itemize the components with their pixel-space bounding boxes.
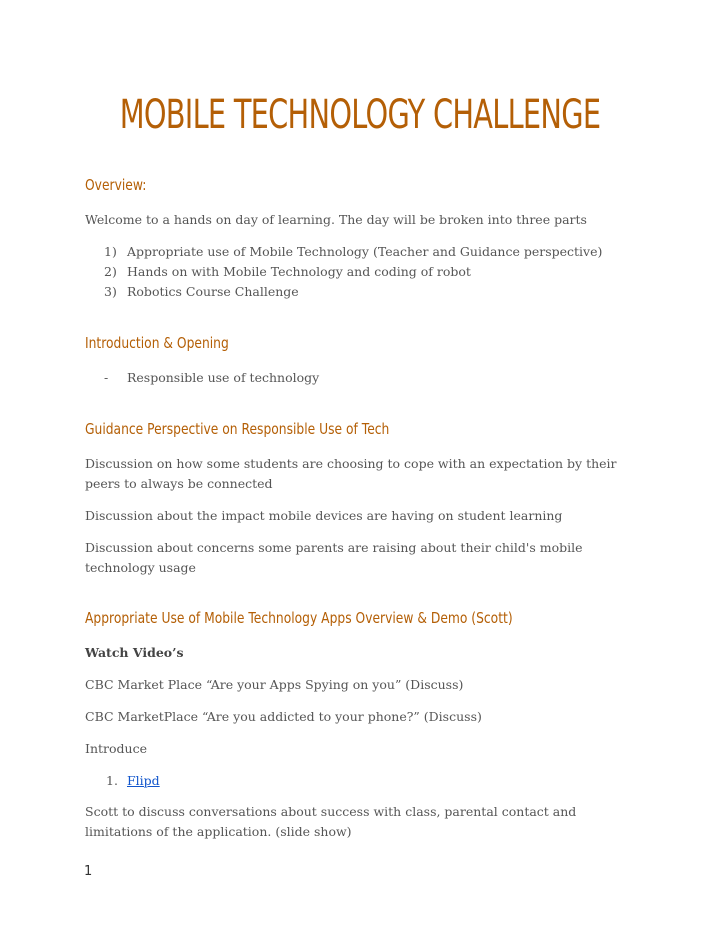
video-item-2: CBC MarketPlace “Are you addicted to your phone?” (Discuss) — [85, 709, 482, 724]
overview-item-3-marker: 3) — [104, 284, 117, 299]
video-item-1: CBC Market Place “Are your Apps Spying on you” (Discuss) — [85, 677, 464, 692]
overview-item-1: Appropriate use of Mobile Technology (Teacher and Guidance perspective) — [127, 244, 603, 259]
overview-heading: Overview: — [85, 176, 147, 194]
introduce-label: Introduce — [85, 741, 147, 756]
overview-item-2-marker: 2) — [104, 264, 117, 279]
document-title: MOBILE TECHNOLOGY CHALLENGE — [119, 92, 601, 138]
apps-heading: Appropriate Use of Mobile Technology Apps Overview & Demo (Scott) — [85, 609, 513, 627]
introduce-item-1-marker: 1. — [106, 773, 118, 788]
apps-closing-paragraph: Scott to discuss conversations about success with class, parental contact and limitations of the application. (slide show) — [85, 804, 577, 839]
guidance-paragraph-3: Discussion about concerns some parents are raising about their child's mobile technology usage — [85, 540, 583, 575]
guidance-paragraph-1: Discussion on how some students are choosing to cope with an expectation by their peers to always be connected — [85, 456, 617, 491]
flipd-link[interactable]: Flipd — [127, 773, 160, 788]
overview-item-2: Hands on with Mobile Technology and coding of robot — [127, 264, 471, 279]
page-number: 1 — [84, 864, 93, 879]
overview-intro: Welcome to a hands on day of learning. The day will be broken into three parts — [85, 212, 587, 227]
watch-videos-label: Watch Video’s — [85, 645, 184, 660]
guidance-paragraph-2: Discussion about the impact mobile devices are having on student learning — [85, 508, 563, 523]
introduction-item-1-marker: - — [104, 370, 109, 385]
overview-item-3: Robotics Course Challenge — [127, 284, 299, 299]
introduction-item-1: Responsible use of technology — [127, 370, 320, 385]
introduction-heading: Introduction & Opening — [85, 334, 229, 352]
guidance-heading: Guidance Perspective on Responsible Use of Tech — [85, 420, 390, 438]
overview-item-1-marker: 1) — [104, 244, 117, 259]
